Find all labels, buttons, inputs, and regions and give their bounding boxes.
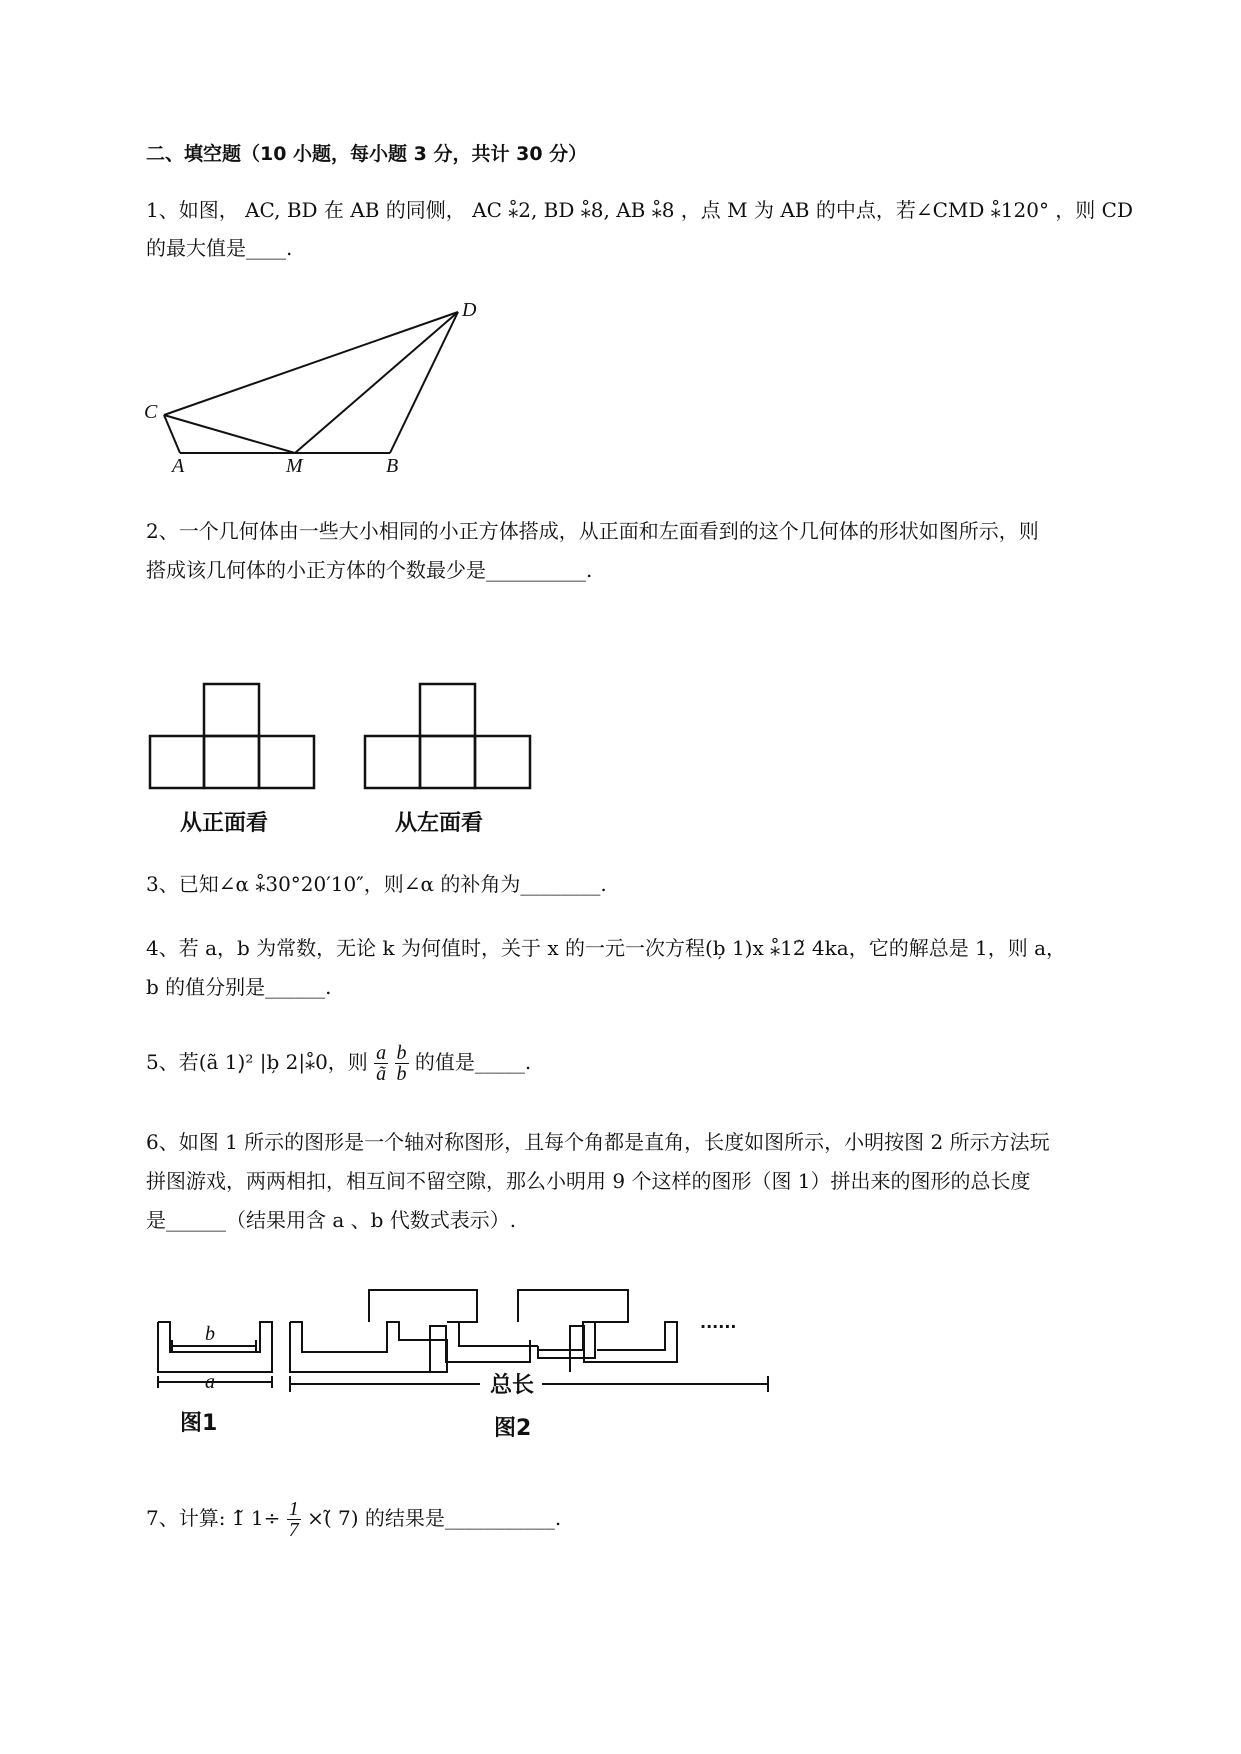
fraction-a-numerator: a: [376, 1042, 387, 1064]
question-7-suffix: ×(̃ 7) 的结果是___________.: [307, 1506, 562, 1530]
fraction-denominator: 7: [288, 1519, 299, 1541]
fraction-b-denominator: b: [396, 1063, 407, 1085]
question-4-line-1: 4、若 a，b 为常数，无论 k 为何值时，关于 x 的一元一次方程(b̦ 1)x ⁎̊12̃ 4ka，它的解总是 1，则 a，: [146, 936, 1067, 960]
point-A-label: A: [172, 455, 185, 477]
question-7-prefix: 7、计算: 1̃ 1÷: [146, 1506, 281, 1530]
point-C-label: C: [144, 401, 158, 423]
point-D-label: D: [462, 299, 477, 321]
section-title: 二、填空题（10 小题，每小题 3 分，共计 30 分）: [146, 143, 588, 165]
label-a: a: [205, 1371, 215, 1393]
question-5-prefix: 5、若(ã 1)̦² |b̦ 2|⁎̊0，则: [146, 1050, 368, 1074]
total-length-label: 总长: [490, 1373, 535, 1398]
fraction-b: [395, 1043, 409, 1084]
continuation-dots: ......: [700, 1313, 737, 1332]
fraction-numerator: 1: [288, 1498, 299, 1520]
puzzle-figure: [150, 1280, 890, 1450]
fraction-b-numerator: b: [396, 1042, 407, 1064]
point-B-label: B: [386, 455, 399, 477]
question-3: 3、已知∠α ⁎̊30°20′10″，则∠α 的补角为________.: [146, 872, 607, 896]
point-M-label: M: [286, 455, 303, 477]
fraction-one-seventh: [287, 1499, 301, 1540]
left-view-caption: 从左面看: [395, 811, 484, 836]
question-5-suffix: 的值是_____.: [414, 1050, 532, 1074]
triangle-figure: [140, 300, 480, 500]
question-4-line-2: b 的值分别是______.: [146, 975, 332, 999]
question-6-line-1: 6、如图 1 所示的图形是一个轴对称图形，且每个角都是直角，长度如图所示，小明按图 2 所示方法玩: [146, 1130, 1050, 1154]
views-figure: [150, 680, 540, 840]
question-7: [146, 1496, 561, 1540]
fraction-a: [374, 1043, 388, 1084]
question-5: [146, 1040, 531, 1084]
question-1-line-2: 的最大值是____.: [146, 236, 293, 260]
question-2-line-2: 搭成该几何体的小正方体的个数最少是__________.: [146, 558, 593, 582]
question-1-line-1: 1、如图， AC, BD 在 AB 的同侧， AC ⁎̊2, BD ⁎̊8, AB ⁎̊8 ，点 M 为 AB 的中点，若∠CMD ⁎̊120° ，则 CD: [146, 198, 1133, 222]
label-b: b: [205, 1323, 215, 1345]
question-2-line-1: 2、一个几何体由一些大小相同的小正方体搭成，从正面和左面看到的这个几何体的形状如图所示，则: [146, 519, 1039, 543]
figure-2-caption: 图2: [494, 1416, 532, 1441]
question-6-line-3: 是______（结果用含 a 、b 代数式表示）.: [146, 1208, 517, 1232]
figure-1-caption: 图1: [180, 1411, 218, 1436]
question-6-line-2: 拼图游戏，两两相扣，相互间不留空隙，那么小明用 9 个这样的图形（图 1）拼出来的图形的总长度: [146, 1169, 1031, 1193]
fraction-a-denominator: ã: [376, 1063, 387, 1085]
front-view-caption: 从正面看: [180, 811, 269, 836]
